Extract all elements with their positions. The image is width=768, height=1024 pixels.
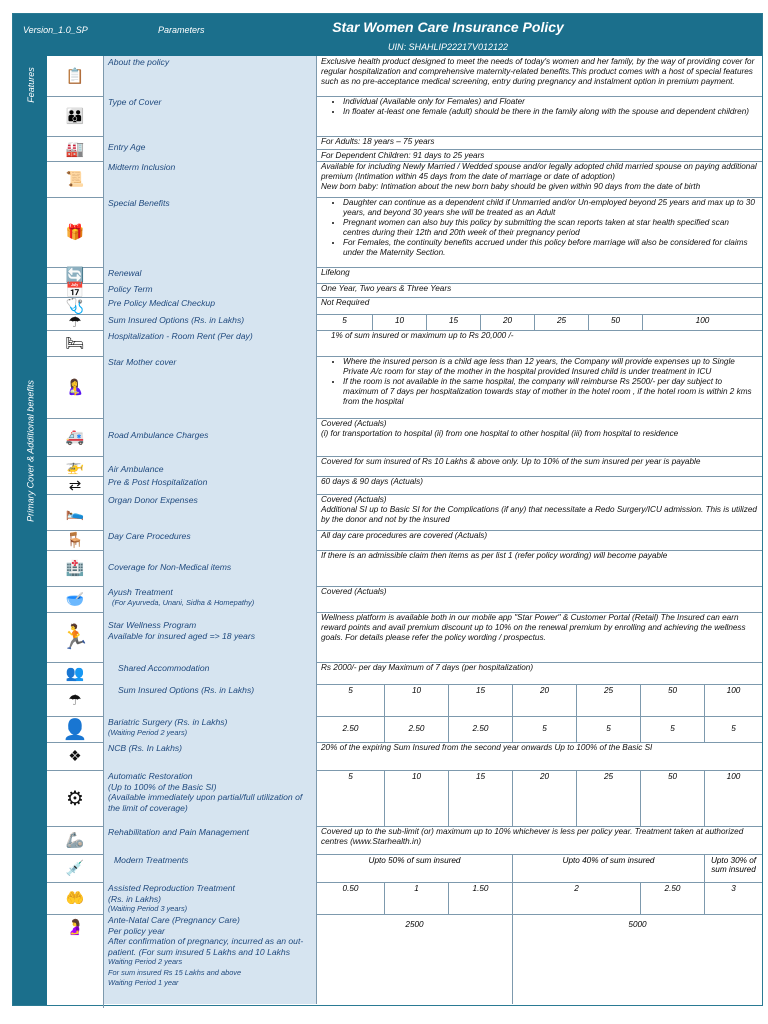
ante-natal-title: Ante-Natal Care (Pregnancy Care) <box>108 915 240 925</box>
value-cell: 20 <box>513 684 577 716</box>
list-item: • Daughter can continue as a dependent child if Unmarried and/or Un-employed beyond 25 years and max up to 30 years, and beyond 30 years she will be treated as an Adult <box>343 198 758 218</box>
restoration-sub2: (Available immediately upon partial/full utilization of the limit of coverage) <box>108 792 303 813</box>
organ-donor-line2: Additional SI up to Basic SI for the Complications (if any) that necessitate a Redo Surgery/ICU admission. This is utilized by the donor and not by the insured <box>321 505 757 524</box>
ncb-value: 20% of the expiring Sum Insured from the second year onwards Up to 100% of the Basic SI <box>321 743 653 752</box>
row-midterm <box>47 161 762 198</box>
row-renewal <box>47 267 762 284</box>
star-mother-value <box>317 356 762 418</box>
value-cell: 5 <box>317 684 385 716</box>
row-modern-treatments <box>47 854 762 883</box>
entry-age-children: For Dependent Children: 91 days to 25 years <box>321 151 485 160</box>
value-cell: Upto 30% of sum insured <box>710 856 757 874</box>
form-icon: 📜 <box>47 161 104 197</box>
treatment-icon: 💉 <box>47 854 104 882</box>
organ-donor-value <box>317 494 762 530</box>
restoration-sub1: (Up to 100% of the Basic SI) <box>108 781 217 792</box>
mortar-pestle-icon: 🥣 <box>47 586 104 612</box>
shared-accommodation-value: Rs 2000/- per day Maximum of 7 days (per hospitalization) <box>321 663 534 672</box>
row-ayush <box>47 586 762 613</box>
value-cell: 25 <box>577 770 641 826</box>
shared-room-icon: 👥 <box>47 662 104 684</box>
art-sub1: (Rs. in Lakhs) <box>108 893 162 904</box>
value-cell: 100 <box>726 686 741 695</box>
value-cell: 2.50 <box>317 716 385 742</box>
rehab-icon: 🦾 <box>47 826 104 854</box>
value-cell: 50 <box>641 770 705 826</box>
value-cell: 15 <box>449 770 513 826</box>
art-label <box>104 882 317 914</box>
row-road-ambulance <box>47 418 762 457</box>
ante-natal-line: Waiting Period 2 years <box>108 957 183 966</box>
entry-age-value <box>317 136 762 161</box>
road-ambulance-line2: (i) for transportation to hospital (ii) from one hospital to other hospital (iii) from hospital to residence <box>321 429 679 438</box>
restore-icon: ⚙ <box>47 770 104 826</box>
special-benefits-value <box>317 197 762 267</box>
row-art <box>47 882 762 915</box>
restoration-label <box>104 770 317 826</box>
rehabilitation-value: Covered up to the sub-limit (or) maximum up to 10% whichever is less per policy year. Treatment taken at authorized centres (www.Starhealth.in) <box>321 827 744 846</box>
special-benefits-label: Special Benefits <box>104 197 317 267</box>
features-section-label: Features <box>26 67 36 103</box>
umbrella-icon: ☂ <box>47 314 104 330</box>
hospital-bed-icon: 🛏 <box>47 330 104 356</box>
room-rent-label: Hospitalization - Room Rent (Per day) <box>104 330 317 356</box>
row-sum-insured-2 <box>47 684 762 717</box>
row-pre-post <box>47 476 762 495</box>
value-cell: 5 <box>513 716 577 742</box>
hospital-icon: 🏥 <box>47 550 104 586</box>
bariatric-label <box>104 716 317 742</box>
day-care-label: Day Care Procedures <box>104 530 317 550</box>
row-special-benefits <box>47 197 762 268</box>
value-cell: Upto 50% of sum insured <box>317 854 513 882</box>
ante-natal-label <box>104 914 317 1004</box>
road-ambulance-line1: Covered (Actuals) <box>321 419 387 428</box>
value-cell: 15 <box>427 314 481 330</box>
row-ante-natal <box>47 914 762 1004</box>
uin-label: UIN: SHAHLIP22217V012122 <box>387 42 509 52</box>
ante-natal-line: After confirmation of pregnancy, incurred as an out-patient. (For sum insured 5 Lakhs and 10 Lakhs <box>108 936 304 957</box>
page-title: Star Women Care Insurance Policy <box>332 19 564 35</box>
medical-checkup-value: Not Required <box>321 298 370 307</box>
renewal-value: Lifelong <box>321 268 350 277</box>
non-medical-value: If there is an admissible claim then items as per list 1 (refer policy wording) will become payable <box>321 551 668 560</box>
midterm-line2: New born baby: Intimation about the new born baby should be given within 90 days from the date of birth <box>321 182 701 191</box>
sum-insured-label: Sum Insured Options (Rs. in Lakhs) <box>104 314 317 330</box>
pre-post-value: 60 days & 90 days (Actuals) <box>321 477 423 486</box>
sum-insured-values <box>317 314 762 330</box>
parameters-heading: Parameters <box>158 25 205 35</box>
value-cell: 5000 <box>628 920 647 929</box>
day-care-icon: 🪑 <box>47 530 104 550</box>
organ-donor-label: Organ Donor Expenses <box>104 494 317 530</box>
row-rehabilitation <box>47 826 762 855</box>
wellness-label <box>104 612 317 662</box>
value-cell: 1 <box>385 882 449 914</box>
type-of-cover-value <box>317 96 762 136</box>
list-item: • Pregnant women can also buy this policy by submitting the scan reports taken at star health specified scan centres during their 12th and 20th week of their pregnancy period <box>343 218 758 238</box>
ayush-subtitle: (For Ayurveda, Unani, Sidha & Homepathy) <box>112 597 255 607</box>
running-man-icon: 🏃 <box>47 612 104 662</box>
pre-post-label: Pre & Post Hospitalization <box>104 476 317 494</box>
value-cell: 0.50 <box>317 882 385 914</box>
row-policy-term <box>47 283 762 298</box>
renewal-icon: 🔄 <box>47 267 104 283</box>
wellness-subtitle: Available for insured aged => 18 years <box>108 630 255 641</box>
ayush-title: Ayush Treatment <box>108 587 173 597</box>
value-cell: 50 <box>641 684 705 716</box>
day-care-value: All day care procedures are covered (Actuals) <box>321 531 488 540</box>
value-cell: 2.50 <box>641 882 705 914</box>
value-cell: 5 <box>317 314 373 330</box>
midterm-value <box>317 161 762 197</box>
value-cell: 20 <box>513 770 577 826</box>
row-type-of-cover <box>47 96 762 137</box>
value-cell: Upto 40% of sum insured <box>513 854 705 882</box>
art-title: Assisted Reproduction Treatment <box>108 883 235 893</box>
row-medical-checkup <box>47 297 762 315</box>
entry-gate-icon: 🏭 <box>47 136 104 161</box>
star-mother-label: Star Mother cover <box>104 356 317 418</box>
ncb-label: NCB (Rs. In Lakhs) <box>104 742 317 770</box>
helicopter-icon: 🚁 <box>47 456 104 476</box>
list-item: • In floater at-least one female (adult) should be there in the family along with the spouse and dependent children) <box>343 107 758 117</box>
air-ambulance-label: Air Ambulance <box>104 456 317 476</box>
sum-insured-values <box>317 684 762 716</box>
midterm-label: Midterm Inclusion <box>104 161 317 197</box>
modern-treatments-label: Modern Treatments <box>104 854 317 882</box>
list-item: • Individual (Available only for Females) and Floater <box>343 97 758 107</box>
list-item: • Where the insured person is a child age less than 12 years, the Company will provide expenses up to Single Private A/c room for stay of the mother in the hospital provided Insured child is under treatment in ICU <box>343 357 758 377</box>
modern-treatments-values <box>317 854 762 882</box>
row-room-rent <box>47 330 762 357</box>
value-cell: 5 <box>731 724 736 733</box>
value-cell: 10 <box>385 770 449 826</box>
primary-cover-section-label: Primary Cover & Additional benefits <box>25 380 36 522</box>
ante-natal-values <box>317 914 762 1004</box>
wellness-title: Star Wellness Program <box>108 620 197 630</box>
row-ncb <box>47 742 762 771</box>
entry-age-label: Entry Age <box>104 136 317 161</box>
patient-bed-icon: 🛌 <box>47 494 104 530</box>
medical-checkup-label: Pre Policy Medical Checkup <box>104 297 317 314</box>
doctor-icon: 🩺 <box>47 297 104 314</box>
room-rent-value: 1% of sum insured or maximum up to Rs 20,000 /- <box>331 331 514 340</box>
policy-term-value: One Year, Two years & Three Years <box>321 284 452 293</box>
value-cell: 5 <box>317 770 385 826</box>
row-restoration <box>47 770 762 827</box>
value-cell: 2500 <box>317 914 513 1004</box>
ante-natal-line: Waiting Period 1 year <box>108 978 179 987</box>
row-entry-age <box>47 136 762 162</box>
value-cell: 10 <box>373 314 427 330</box>
value-cell: 5 <box>577 716 641 742</box>
road-ambulance-value <box>317 418 762 456</box>
gift-icon: 🎁 <box>47 197 104 267</box>
air-ambulance-value: Covered for sum insured of Rs 10 Lakhs & above only. Up to 10% of the sum insured per year is payable <box>321 457 701 466</box>
row-non-medical <box>47 550 762 587</box>
network-icon: ❖ <box>47 742 104 770</box>
restoration-title: Automatic Restoration <box>108 771 193 781</box>
shared-accommodation-label: Shared Accommodation <box>104 662 317 684</box>
header-bar <box>13 14 762 56</box>
organ-donor-line1: Covered (Actuals) <box>321 495 387 504</box>
body-icon: 👤 <box>47 716 104 742</box>
row-air-ambulance <box>47 456 762 477</box>
value-cell: 2.50 <box>385 716 449 742</box>
row-shared-accommodation <box>47 662 762 685</box>
about-value: Exclusive health product designed to meet the needs of today's women and her family, by the way of providing cover for regular hospitalization and comprehensive maternity-related benefits.This product comes with a host of special features such as no pre-acceptance medical screening, entry during pregnancy and instalment option in premium payment. <box>321 57 755 86</box>
umbrella-icon: ☂ <box>47 684 104 716</box>
road-ambulance-label: Road Ambulance Charges <box>104 418 317 456</box>
value-cell: 10 <box>385 684 449 716</box>
reproduction-icon: 🤲 <box>47 882 104 914</box>
bariatric-values <box>317 716 762 742</box>
bariatric-subtitle: (Waiting Period 2 years) <box>108 727 188 737</box>
row-about <box>47 56 762 97</box>
calendar-icon: 📅 <box>47 283 104 297</box>
family-icon: 👪 <box>47 96 104 136</box>
non-medical-label: Coverage for Non-Medical items <box>104 550 317 586</box>
policy-term-label: Policy Term <box>104 283 317 297</box>
row-organ-donor <box>47 494 762 531</box>
ante-natal-line: For sum insured Rs 15 Lakhs and above <box>108 967 242 977</box>
value-cell: 100 <box>726 772 741 781</box>
value-cell: 20 <box>481 314 535 330</box>
document-icon: 📋 <box>47 56 104 96</box>
row-sum-insured-1 <box>47 314 762 331</box>
list-item: • For Females, the continuity benefits accrued under this policy before marriage will also be considered for claims under the Maternity Section. <box>343 238 758 258</box>
renewal-label: Renewal <box>104 267 317 283</box>
rehabilitation-label: Rehabilitation and Pain Management <box>104 826 317 854</box>
row-wellness <box>47 612 762 663</box>
value-cell: 1.50 <box>449 882 513 914</box>
value-cell: 15 <box>449 684 513 716</box>
about-label: About the policy <box>104 56 317 96</box>
art-sub2: (Waiting Period 3 years) <box>108 904 188 913</box>
row-bariatric <box>47 716 762 743</box>
sidebar <box>13 56 47 1005</box>
value-cell: 50 <box>589 314 643 330</box>
ambulance-icon: 🚑 <box>47 418 104 456</box>
mother-child-icon: 🤱 <box>47 356 104 418</box>
version-label: Version_1.0_SP <box>23 25 88 35</box>
type-of-cover-label: Type of Cover <box>104 96 317 136</box>
policy-page <box>12 13 763 1006</box>
value-cell: 25 <box>577 684 641 716</box>
value-cell: 5 <box>641 716 705 742</box>
list-item: • If the room is not available in the same hospital, the company will reimburse Rs 2500/- per day subject to maximum of 7 days per hospitalization towards stay of mother in the hotel room , if the hotel room is within 2 kms from the hospital <box>343 377 758 407</box>
restoration-values <box>317 770 762 826</box>
value-cell: 2.50 <box>449 716 513 742</box>
row-star-mother <box>47 356 762 419</box>
value-cell: 3 <box>731 884 736 893</box>
ayush-label <box>104 586 317 612</box>
ante-natal-line: Per policy year <box>108 925 165 936</box>
art-values <box>317 882 762 914</box>
row-day-care <box>47 530 762 551</box>
arrows-icon: ⇄ <box>47 476 104 494</box>
bariatric-title: Bariatric Surgery (Rs. in Lakhs) <box>108 717 228 727</box>
ayush-value: Covered (Actuals) <box>321 587 387 596</box>
sum-insured-label: Sum Insured Options (Rs. in Lakhs) <box>104 684 317 716</box>
value-cell: 100 <box>695 316 710 325</box>
entry-age-adults: For Adults: 18 years – 75 years <box>317 136 762 150</box>
midterm-line1: Available for including Newly Married / Wedded spouse and/or legally adopted child married spouse on paying additional premium (Intimation within 45 days from the date of marriage or date of adoption) <box>321 162 757 181</box>
value-cell: 25 <box>535 314 589 330</box>
pregnancy-icon: 🤰 <box>47 914 104 1008</box>
value-cell: 2 <box>513 882 641 914</box>
wellness-value: Wellness platform is available both in our mobile app "Star Power" & Customer Portal (Retail) The Insured can earn reward points and avail premium discount up to 10% on the renewal premium by enrolling and achieving the wellness goals. For details please refer the policy wording / prospectus. <box>321 613 746 642</box>
